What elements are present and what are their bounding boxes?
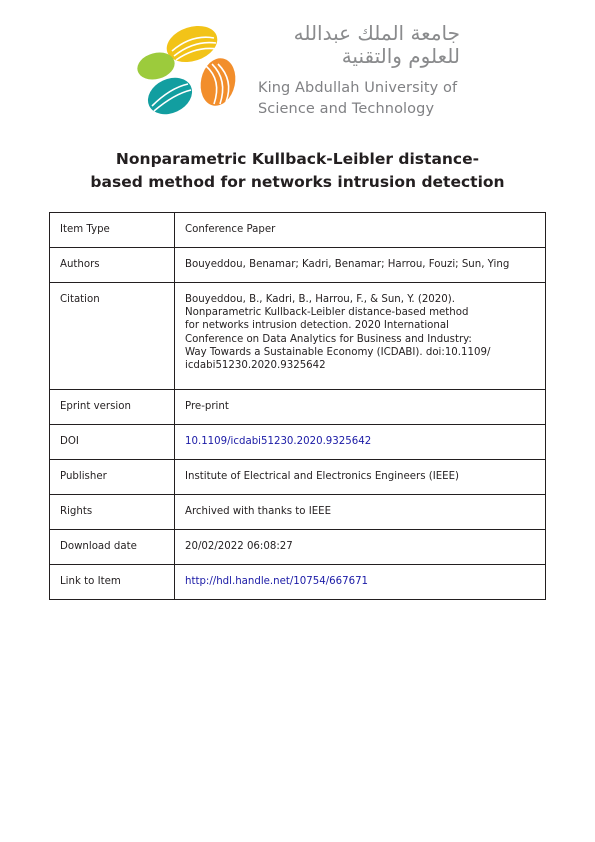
authors-value: Bouyeddou, Benamar; Kadri, Benamar; Harrou, Fouzi; Sun, Ying <box>175 248 546 283</box>
document-title <box>60 148 535 194</box>
row-publisher <box>50 460 546 495</box>
kaust-logo-icon <box>130 20 242 120</box>
item-type-value: Conference Paper <box>175 213 546 248</box>
authors-label: Authors <box>50 248 175 283</box>
publisher-label: Publisher <box>50 460 175 495</box>
institution-name-en-line2: Science and Technology <box>258 101 435 117</box>
publisher-value: Institute of Electrical and Electronics Engineers (IEEE) <box>175 460 546 495</box>
institution-name-english <box>258 78 457 120</box>
citation-value <box>175 283 546 390</box>
citation-label: Citation <box>50 283 175 390</box>
download-date-label: Download date <box>50 530 175 565</box>
row-download-date <box>50 530 546 565</box>
doi-link[interactable]: 10.1109/icdabi51230.2020.9325642 <box>185 436 372 447</box>
eprint-version-value: Pre-print <box>175 390 546 425</box>
title-line2: based method for networks intrusion detection <box>90 173 505 191</box>
institution-name-en-line1: King Abdullah University of <box>258 80 458 96</box>
row-item-type <box>50 213 546 248</box>
row-citation <box>50 283 546 390</box>
row-authors <box>50 248 546 283</box>
rights-value: Archived with thanks to IEEE <box>175 495 546 530</box>
eprint-version-label: Eprint version <box>50 390 175 425</box>
download-date-value: 20/02/2022 06:08:27 <box>175 530 546 565</box>
rights-label: Rights <box>50 495 175 530</box>
metadata-table <box>49 212 546 600</box>
item-handle-link[interactable]: http://hdl.handle.net/10754/667671 <box>185 576 369 587</box>
citation-line: Conference on Data Analytics for Business and Industry: <box>185 333 472 345</box>
link-to-item-cell <box>175 565 546 600</box>
row-rights <box>50 495 546 530</box>
header <box>0 0 595 125</box>
institution-name-ar-line2: للعلوم والتقنية <box>341 44 460 68</box>
citation-line: Way Towards a Sustainable Economy (ICDABI). doi:10.1109/ <box>185 346 491 358</box>
citation-line: for networks intrusion detection. 2020 International <box>185 320 449 332</box>
citation-line: Nonparametric Kullback-Leibler distance-based method <box>185 307 469 319</box>
citation-line: Bouyeddou, B., Kadri, B., Harrou, F., & Sun, Y. (2020). <box>185 294 455 305</box>
row-link-to-item <box>50 565 546 600</box>
institution-name-arabic <box>256 22 460 68</box>
citation-line: icdabi51230.2020.9325642 <box>185 360 326 372</box>
institution-name-ar-line1: جامعة الملك عبدالله <box>293 21 460 45</box>
doi-cell <box>175 425 546 460</box>
doi-label: DOI <box>50 425 175 460</box>
title-line1: Nonparametric Kullback-Leibler distance- <box>115 150 480 168</box>
link-to-item-label: Link to Item <box>50 565 175 600</box>
item-type-label: Item Type <box>50 213 175 248</box>
row-doi <box>50 425 546 460</box>
logo-petal-orange <box>196 55 239 109</box>
row-eprint-version <box>50 390 546 425</box>
